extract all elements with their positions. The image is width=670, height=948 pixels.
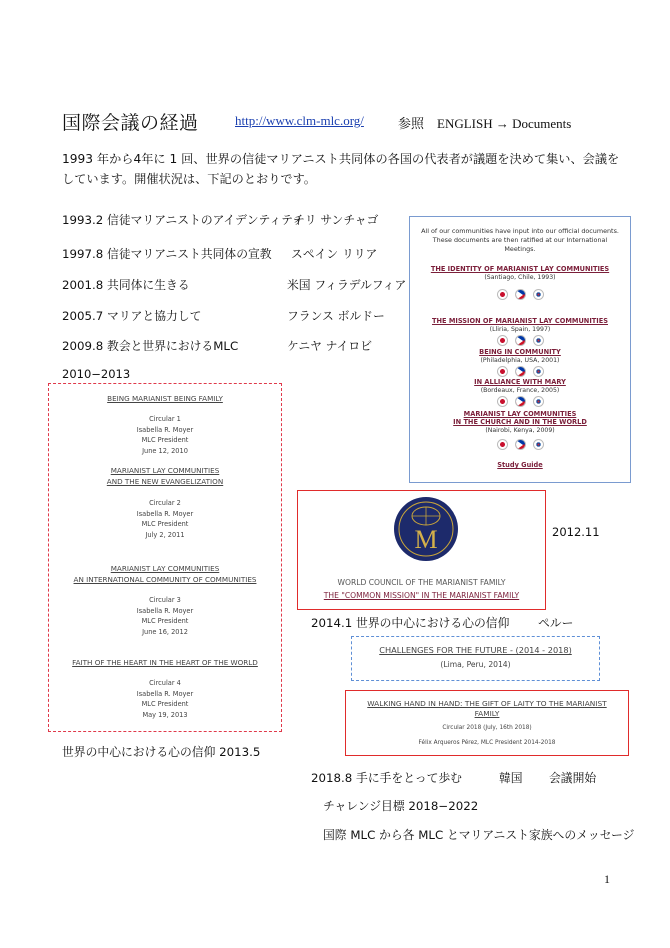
challenge-goal: チャレンジ目標 2018−2022 xyxy=(323,799,479,813)
documents-caption: All of our communities have input into our official documents. These documents are then ratified at our International Meetings. xyxy=(421,227,619,253)
korea-flag-icon[interactable] xyxy=(533,289,544,300)
circulars-box xyxy=(48,383,282,732)
conference-label: 2005.7 マリアと協力して xyxy=(62,309,202,323)
circular-role: MLC President xyxy=(141,520,189,528)
conference-place: 米国 フィラデルフィア xyxy=(287,278,407,292)
circular-2-info xyxy=(51,498,279,540)
event-2018-note: 会議開始 xyxy=(549,771,597,785)
doc-sub-alliance: (Bordeaux, France, 2005) xyxy=(480,387,560,394)
circular-date: May 19, 2013 xyxy=(142,710,188,719)
year-2012: 2012.11 xyxy=(552,525,600,539)
circular-date: July 2, 2011 xyxy=(145,530,185,539)
circular-date: June 12, 2010 xyxy=(142,446,188,455)
philippines-flag-icon[interactable] xyxy=(515,366,526,377)
circular-date: June 16, 2012 xyxy=(142,627,188,636)
circular-4-info xyxy=(51,678,279,720)
circular-2-title[interactable]: MARIANIST LAY COMMUNITIES xyxy=(110,466,220,475)
korea-flag-icon[interactable] xyxy=(533,335,544,346)
doc-title-alliance[interactable]: IN ALLIANCE WITH MARY xyxy=(474,378,566,386)
doc-title-community[interactable]: BEING IN COMMUNITY xyxy=(479,348,561,356)
philippines-flag-icon[interactable] xyxy=(515,335,526,346)
conference-1997 xyxy=(62,245,378,262)
conference-label: 2009.8 教会と世界におけるMLC xyxy=(62,339,239,353)
japan-flag-icon[interactable] xyxy=(497,335,508,346)
circular-author: Isabella R. Moyer xyxy=(136,509,194,518)
event-2014-label: 2014.1 世界の中心における心の信仰 xyxy=(311,616,510,630)
doc-title-identity[interactable]: THE IDENTITY OF MARIANIST LAY COMMUNITIES xyxy=(430,265,610,273)
challenges-box[interactable] xyxy=(351,636,600,681)
conference-2001 xyxy=(62,276,407,293)
flag-row xyxy=(410,335,630,346)
circular-role: MLC President xyxy=(141,617,189,625)
study-guide-link[interactable]: Study Guide xyxy=(497,461,543,469)
message-line: 国際 MLC から各 MLC とマリアニスト家族へのメッセージ xyxy=(323,828,635,842)
flag-row xyxy=(410,439,630,450)
circular-role: MLC President xyxy=(141,436,189,444)
doc-sub-community: (Philadelphia, USA, 2001) xyxy=(480,357,560,364)
circular-3-title[interactable]: MARIANIST LAY COMMUNITIES xyxy=(110,564,220,573)
korea-flag-icon[interactable] xyxy=(533,439,544,450)
korea-flag-icon[interactable] xyxy=(533,396,544,407)
conference-label: 1993.2 信徒マリアニストのアイデンティティ xyxy=(62,213,304,227)
conference-label: 2001.8 共同体に生きる xyxy=(62,278,190,292)
circular-author: Isabella R. Moyer xyxy=(136,425,194,434)
common-mission-link[interactable]: THE "COMMON MISSION" IN THE MARIANIST FAMILY xyxy=(323,591,520,600)
philippines-flag-icon[interactable] xyxy=(515,439,526,450)
logo-letter: M xyxy=(414,525,438,554)
intro-paragraph: 1993 年から4年に 1 回、世界の信徒マリアニスト共同体の各国の代表者が議題を決めて集い、会議をしています。開催状況は、下記のとおりです。 xyxy=(62,152,620,186)
event-2014-place: ペルー xyxy=(538,616,574,630)
japan-flag-icon[interactable] xyxy=(497,439,508,450)
walking-circular: Circular 2018 (July, 16th 2018) xyxy=(442,725,532,731)
doc-sub-church: (Nairobi, Kenya, 2009) xyxy=(485,427,555,434)
period-label: 2010−2013 xyxy=(62,367,131,381)
circular-number: Circular 4 xyxy=(149,679,181,687)
conference-label: 1997.8 信徒マリアニスト共同体の宣教 xyxy=(62,247,272,261)
challenges-title[interactable]: CHALLENGES FOR THE FUTURE - (2014 - 2018) xyxy=(379,645,572,655)
circular-author: Isabella R. Moyer xyxy=(136,606,194,615)
website-link[interactable]: http://www.clm-mlc.org/ xyxy=(235,113,364,128)
circular-number: Circular 1 xyxy=(149,415,181,423)
conference-place: チリ サンチャゴ xyxy=(293,213,379,227)
circular-3-info xyxy=(51,595,279,637)
philippines-flag-icon[interactable] xyxy=(515,289,526,300)
japan-flag-icon[interactable] xyxy=(497,366,508,377)
world-council-title: WORLD COUNCIL OF THE MARIANIST FAMILY xyxy=(337,578,506,587)
event-2018-place: 韓国 xyxy=(499,771,523,785)
circular-4-title[interactable]: FAITH OF THE HEART IN THE HEART OF THE WORLD xyxy=(72,658,258,667)
circular-2-title-2[interactable]: AND THE NEW EVANGELIZATION xyxy=(106,477,224,486)
circulars-footer: 世界の中心における心の信仰 2013.5 xyxy=(62,745,261,759)
walking-title[interactable]: WALKING HAND IN HAND: THE GIFT OF LAITY TO THE MARIANIST FAMILY xyxy=(367,699,607,718)
conference-2005 xyxy=(62,307,385,324)
circular-role: MLC President xyxy=(141,700,189,708)
japan-flag-icon[interactable] xyxy=(497,289,508,300)
challenges-sub: (Lima, Peru, 2014) xyxy=(440,660,511,669)
circular-3-title-2[interactable]: AN INTERNATIONAL COMMUNITY OF COMMUNITIES xyxy=(73,575,257,584)
doc-title-church[interactable]: MARIANIST LAY COMMUNITIES xyxy=(463,410,577,418)
event-2018-label: 2018.8 手に手をとって歩む xyxy=(311,771,462,785)
walking-author: Félix Arqueros Pérez, MLC President 2014-2018 xyxy=(418,740,556,746)
philippines-flag-icon[interactable] xyxy=(515,396,526,407)
doc-sub-identity: (Santiago, Chile, 1993) xyxy=(484,274,556,281)
documents-box[interactable] xyxy=(409,216,631,483)
doc-title-mission[interactable]: THE MISSION OF MARIANIST LAY COMMUNITIES xyxy=(432,317,608,325)
circular-number: Circular 3 xyxy=(149,596,181,604)
flag-row xyxy=(410,366,630,377)
circular-number: Circular 2 xyxy=(149,499,181,507)
conference-place: ケニヤ ナイロビ xyxy=(287,339,373,353)
marianist-logo-icon xyxy=(393,496,459,562)
conference-place: フランス ボルドー xyxy=(287,309,385,323)
circular-1-title[interactable]: BEING MARIANIST BEING FAMILY xyxy=(107,394,223,403)
doc-sub-mission: (Lliria, Spain, 1997) xyxy=(489,326,551,333)
flag-row xyxy=(410,396,630,407)
page-number: 1 xyxy=(604,872,610,886)
reference-note: 参照 ENGLISH → Documents xyxy=(398,116,572,131)
circular-1-info xyxy=(51,414,279,456)
doc-title-church-2[interactable]: IN THE CHURCH AND IN THE WORLD xyxy=(453,418,587,426)
japan-flag-icon[interactable] xyxy=(497,396,508,407)
flag-row xyxy=(410,289,630,300)
conference-1993 xyxy=(62,211,379,228)
page-title: 国際会議の経過 xyxy=(62,112,199,134)
korea-flag-icon[interactable] xyxy=(533,366,544,377)
conference-place: スペイン リリア xyxy=(291,247,378,261)
walking-box[interactable] xyxy=(345,690,629,756)
circular-author: Isabella R. Moyer xyxy=(136,689,194,698)
world-council-box[interactable] xyxy=(297,490,546,610)
conference-2009 xyxy=(62,337,373,354)
